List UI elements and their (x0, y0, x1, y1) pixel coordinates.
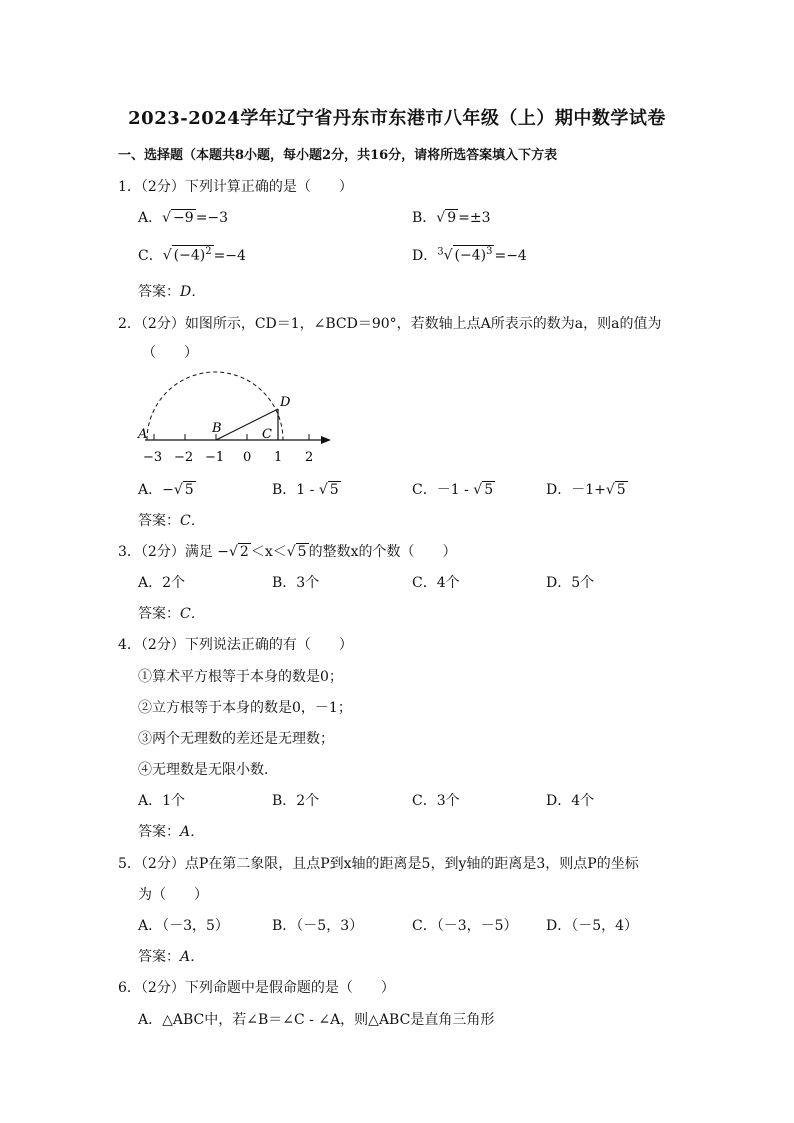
q3-stem: 3．（2分）满足 −√ 2 ＜x＜√ 5 的整数x的个数（ ） (118, 544, 457, 560)
q2-option-b: B．1 - √ 5 (272, 482, 339, 498)
q5-answer: 答案：A． (138, 949, 205, 965)
q1-option-b: B．√ 9 =±3 (412, 210, 491, 226)
q2-stem: 2．（2分）如图所示，CD＝1，∠BCD＝90°，若数轴上点A所表示的数为a，则a的值为 (118, 316, 662, 332)
tick-label-m3: −3 (143, 450, 163, 465)
q1-option-d: D．$^3$√ $(-4)^3 =-4$ (412, 246, 527, 264)
q5-option-c: C．（－3，－5） (412, 918, 518, 934)
q4-item-3: ③两个无理数的差还是无理数； (138, 731, 334, 747)
q4-item-4: ④无理数是无限小数． (138, 762, 278, 778)
q2-answer: 答案：C． (138, 513, 205, 529)
q2-option-a: A．−√ 5 (138, 482, 194, 498)
q5-stem: 5．（2分）点P在第二象限，且点P到x轴的距离是5，到y轴的距离是3，则点P的坐标 (118, 856, 639, 872)
q6-option-a: A．△ABC中，若∠B＝∠C - ∠A，则△ABC是直角三角形 (138, 1012, 495, 1028)
q6-stem: 6．（2分）下列命题中是假命题的是（ ） (118, 980, 395, 996)
q3-answer: 答案：C． (138, 606, 205, 622)
q2-option-c: C．－1 - √ 5 (412, 482, 494, 498)
page-title: 2023-2024学年辽宁省丹东市东港市八年级（上）期中数学试卷 (128, 108, 666, 129)
q2-option-d: D．－1+√ 5 (546, 482, 626, 498)
axis-arrow-icon (321, 436, 331, 444)
q5-option-b: B．（－5，3） (272, 918, 364, 934)
tick-label-m2: −2 (174, 450, 194, 465)
label-d: D (280, 395, 291, 410)
q4-item-2: ②立方根等于本身的数是0，－1； (138, 700, 352, 716)
number-line-figure (135, 368, 345, 468)
q1-option-a: A．√ −9 =−3 (138, 210, 229, 226)
q3-option-b: B．3个 (272, 575, 320, 591)
tick-label-1: 1 (274, 450, 283, 465)
tick-label-0: 0 (243, 450, 252, 465)
q4-option-a: A．1个 (138, 793, 186, 809)
q4-item-1: ①算术平方根等于本身的数是0； (138, 669, 343, 685)
q4-answer: 答案：A． (138, 824, 205, 840)
q4-option-b: B．2个 (272, 793, 320, 809)
q3-option-a: A．2个 (138, 575, 186, 591)
q4-option-d: D．4个 (546, 793, 595, 809)
q1-answer: 答案：D． (138, 284, 206, 300)
q3-option-c: C．4个 (412, 575, 460, 591)
label-b: B (212, 421, 222, 436)
q5-stem-line2: 为（ ） (138, 887, 208, 903)
q5-option-a: A．（－3，5） (138, 918, 229, 934)
q5-option-d: D．（－5，4） (546, 918, 639, 934)
q4-option-c: C．3个 (412, 793, 460, 809)
q3-option-d: D．5个 (546, 575, 595, 591)
section-heading: 一、选择题（本题共8小题，每小题2分，共16分，请将所选答案填入下方表 (118, 148, 558, 163)
tick-label-2: 2 (305, 450, 314, 465)
q1-stem: 1．（2分）下列计算正确的是（ ） (118, 179, 353, 195)
q2-stem-paren: （ ） (142, 345, 198, 361)
q4-stem: 4．（2分）下列说法正确的有（ ） (118, 637, 353, 653)
q1-option-c: C．√ $(-4)^2 =-4$ (138, 246, 246, 264)
label-c: C (262, 427, 272, 442)
label-a: A (138, 427, 148, 442)
tick-label-m1: −1 (205, 450, 225, 465)
